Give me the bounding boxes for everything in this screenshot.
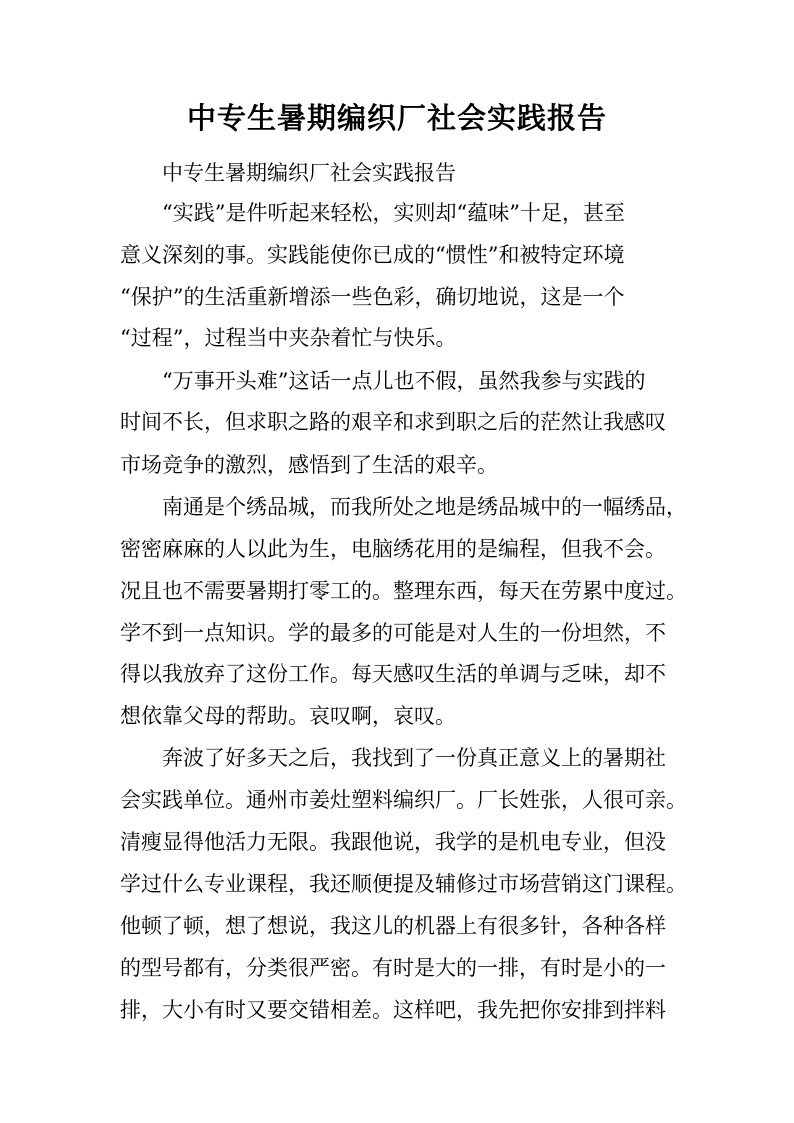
text-line: 排，大小有时又要交错相差。这样吧，我先把你安排到拌料 [120,998,666,1022]
text-line: 会实践单位。通州市姜灶塑料编织厂。厂长姓张，人很可亲。 [120,788,687,812]
text-line: “万事开头难”这话一点儿也不假，虽然我参与实践的 [162,369,646,393]
text-line: 意义深刻的事。实践能使你已成的“惯性”和被特定环境 [120,243,625,267]
text-line: “实践”是件听起来轻松，实则却“蕴味”十足，甚至 [162,201,625,225]
document-title: 中专生暑期编织厂社会实践报告 [186,101,607,135]
text-line: “保护”的生活重新增添一些色彩，确切地说，这是一个 [120,285,625,309]
text-line: 清瘦显得他活力无限。我跟他说，我学的是机电专业，但没 [120,830,666,854]
text-line: 市场竞争的激烈，感悟到了生活的艰辛。 [120,453,498,477]
text-line: 时间不长，但求职之路的艰辛和求到职之后的茫然让我感叹 [120,410,666,434]
text-line-subtitle: 中专生暑期编织厂社会实践报告 [162,161,456,185]
text-line: “过程”，过程当中夹杂着忙与快乐。 [120,326,457,350]
text-line: 想依靠父母的帮助。哀叹啊，哀叹。 [120,704,456,728]
text-line: 况且也不需要暑期打零工的。整理东西，每天在劳累中度过。 [120,579,687,603]
text-line: 他顿了顿，想了想说，我这儿的机器上有很多针，各种各样 [120,914,666,938]
text-line: 南通是个绣品城，而我所处之地是绣品城中的一幅绣品， [162,495,687,519]
text-line: 的型号都有，分类很严密。有时是大的一排，有时是小的一 [120,956,666,980]
text-line: 奔波了好多天之后，我找到了一份真正意义上的暑期社 [162,746,666,770]
text-line: 学过什么专业课程，我还顺便提及辅修过市场营销这门课程。 [120,872,687,896]
text-line: 学不到一点知识。学的最多的可能是对人生的一份坦然，不 [120,621,666,645]
text-line: 得以我放弃了这份工作。每天感叹生活的单调与乏味，却不 [120,662,666,686]
text-line: 密密麻麻的人以此为生，电脑绣花用的是编程，但我不会。 [120,537,666,561]
